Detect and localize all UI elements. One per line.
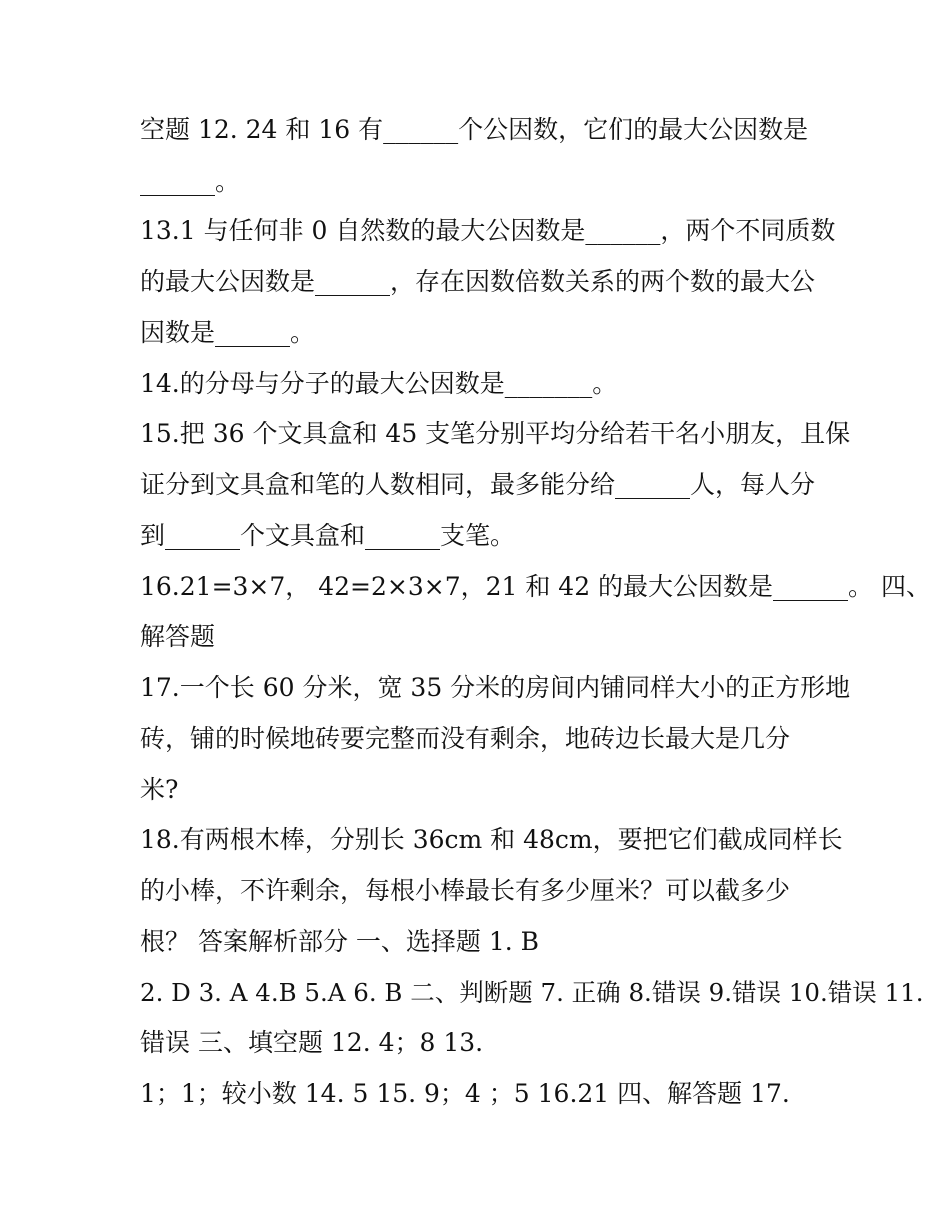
text-line: 15.把 36 个文具盒和 45 支笔分别平均分给若干名小朋友，且保 (140, 419, 851, 448)
text-line: 2. D 3. A 4.B 5.A 6. B 二、判断题 7. 正确 8.错误 9.错误 10.错误 11. (140, 978, 924, 1007)
text-line: 解答题 (140, 622, 216, 651)
text-line: 16.21=3×7， 42=2×3×7，21 和 42 的最大公因数是______。 四、 (140, 572, 932, 601)
text-line: 18.有两根木棒，分别长 36cm 和 48cm，要把它们截成同样长 (140, 825, 843, 854)
text-line: 14.的分母与分子的最大公因数是_______。 (140, 369, 618, 398)
text-line: 砖，铺的时候地砖要完整而没有剩余，地砖边长最大是几分 (140, 724, 791, 753)
text-line: 证分到文具盒和笔的人数相同，最多能分给______人，每人分 (140, 470, 816, 499)
text-line: 13.1 与任何非 0 自然数的最大公因数是______，两个不同质数 (140, 216, 836, 245)
text-line: 因数是______。 (140, 318, 316, 347)
text-line: 的最大公因数是______，存在因数倍数关系的两个数的最大公 (140, 267, 816, 296)
text-line: ______。 (140, 167, 241, 196)
text-line: 错误 三、填空题 12. 4；8 13. (140, 1028, 484, 1057)
text-line: 到______个文具盒和______支笔。 (140, 521, 516, 550)
text-line: 根？ 答案解析部分 一、选择题 1. B (140, 927, 540, 956)
text-line: 空题 12. 24 和 16 有______个公因数，它们的最大公因数是 (140, 115, 809, 144)
text-line: 1；1；较小数 14. 5 15. 9；4 ；5 16.21 四、解答题 17. (140, 1079, 790, 1108)
text-line: 米? (140, 775, 179, 804)
text-line: 的小棒，不许剩余，每根小棒最长有多少厘米？可以截多少 (140, 876, 791, 905)
text-line: 17.一个长 60 分米，宽 35 分米的房间内铺同样大小的正方形地 (140, 673, 851, 702)
